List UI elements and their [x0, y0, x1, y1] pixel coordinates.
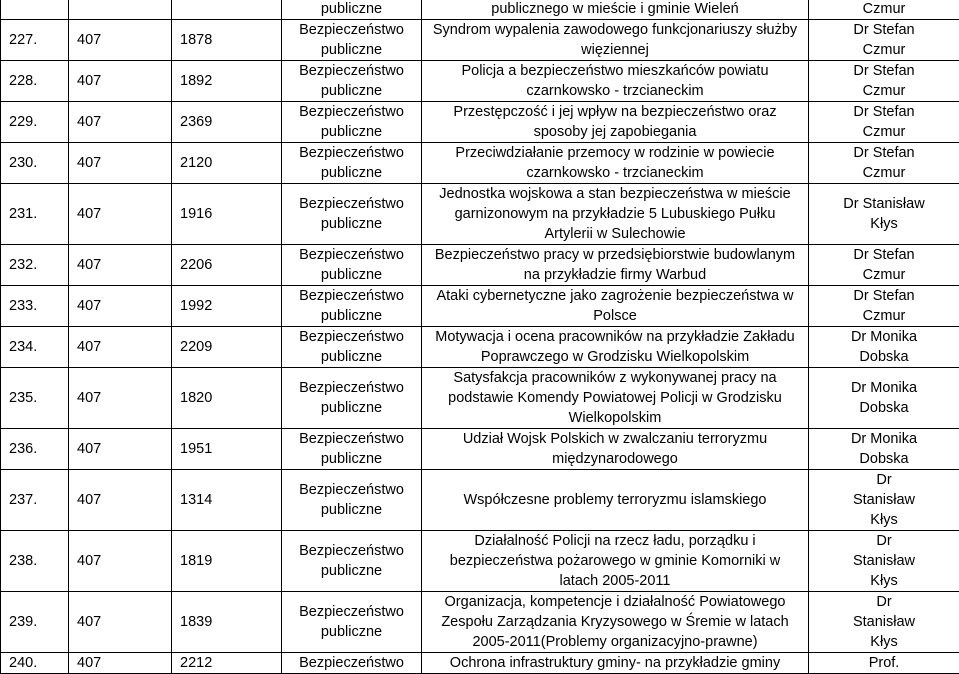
thesis-title-line: publicznego w mieście i gminie Wieleń — [425, 0, 805, 19]
thesis-title-line: Wielkopolskim — [425, 408, 805, 428]
study-area-line: publiczne — [285, 40, 418, 60]
row-number-cell: 237. — [1, 470, 69, 531]
table-row — [1, 143, 959, 184]
row-number-cell: 235. — [1, 368, 69, 429]
record-id-cell: 1314 — [172, 470, 282, 531]
row-number-cell: 227. — [1, 20, 69, 61]
supervisor-name-line: Dr Stefan — [812, 102, 956, 122]
study-area-line: Bezpieczeństwo — [285, 143, 418, 163]
supervisor-name-cell — [809, 20, 959, 61]
supervisor-name-line: Dr Stefan — [812, 20, 956, 40]
supervisor-name-cell — [809, 0, 959, 20]
record-id-cell: 1892 — [172, 61, 282, 102]
field-code-cell: 407 — [69, 143, 172, 184]
supervisor-name-cell — [809, 327, 959, 368]
table-row — [1, 102, 959, 143]
study-area-line: Bezpieczeństwo — [285, 61, 418, 81]
study-area-line: publiczne — [285, 500, 418, 520]
thesis-title-line: Polsce — [425, 306, 805, 326]
field-code-cell: 407 — [69, 245, 172, 286]
field-code-cell: 407 — [69, 592, 172, 653]
study-area-cell — [282, 286, 422, 327]
supervisor-name-cell — [809, 61, 959, 102]
thesis-title-cell — [422, 245, 809, 286]
field-code-cell: 407 — [69, 470, 172, 531]
study-area-cell — [282, 531, 422, 592]
record-id-cell: 2369 — [172, 102, 282, 143]
supervisor-name-line: Kłys — [812, 632, 956, 652]
supervisor-name-line: Czmur — [812, 81, 956, 101]
record-id-cell — [172, 0, 282, 20]
study-area-line: publiczne — [285, 122, 418, 142]
thesis-title-cell — [422, 429, 809, 470]
supervisor-name-cell — [809, 653, 959, 674]
record-id-cell: 2206 — [172, 245, 282, 286]
thesis-title-line: Przeciwdziałanie przemocy w rodzinie w powiecie — [425, 143, 805, 163]
supervisor-name-line: Czmur — [812, 0, 956, 19]
thesis-title-cell — [422, 184, 809, 245]
supervisor-name-cell — [809, 102, 959, 143]
thesis-title-cell — [422, 368, 809, 429]
supervisor-name-cell — [809, 286, 959, 327]
thesis-title-cell — [422, 102, 809, 143]
study-area-cell — [282, 368, 422, 429]
row-number-cell: 228. — [1, 61, 69, 102]
supervisor-name-line: Dr Monika — [812, 327, 956, 347]
study-area-line: publiczne — [285, 81, 418, 101]
study-area-line: Bezpieczeństwo — [285, 602, 418, 622]
thesis-title-line: Poprawczego w Grodzisku Wielkopolskim — [425, 347, 805, 367]
supervisor-name-line: Dr Stefan — [812, 61, 956, 81]
thesis-title-line: Działalność Policji na rzecz ładu, porządku i — [425, 531, 805, 551]
study-area-cell — [282, 592, 422, 653]
thesis-title-line: Organizacja, kompetencje i działalność Powiatowego — [425, 592, 805, 612]
thesis-title-line: garnizonowym na przykładzie 5 Lubuskiego Pułku — [425, 204, 805, 224]
field-code-cell: 407 — [69, 653, 172, 674]
thesis-title-cell — [422, 470, 809, 531]
thesis-title-cell — [422, 531, 809, 592]
thesis-title-line: Jednostka wojskowa a stan bezpieczeństwa w mieście — [425, 184, 805, 204]
record-id-cell: 2212 — [172, 653, 282, 674]
study-area-line: Bezpieczeństwo — [285, 286, 418, 306]
supervisor-name-line: Kłys — [812, 571, 956, 591]
table-row — [1, 429, 959, 470]
study-area-line: publiczne — [285, 561, 418, 581]
supervisor-name-line: Czmur — [812, 40, 956, 60]
study-area-line: publiczne — [285, 622, 418, 642]
supervisor-name-line: Dr Monika — [812, 378, 956, 398]
supervisor-name-line: Dobska — [812, 398, 956, 418]
study-area-line: publiczne — [285, 449, 418, 469]
thesis-title-line: czarnkowsko - trzcianeckim — [425, 163, 805, 183]
supervisor-name-line: Dr Stanisław — [812, 194, 956, 214]
field-code-cell: 407 — [69, 286, 172, 327]
thesis-title-line: Motywacja i ocena pracowników na przykładzie Zakładu — [425, 327, 805, 347]
record-id-cell: 1951 — [172, 429, 282, 470]
thesis-title-line: Współczesne problemy terroryzmu islamskiego — [425, 490, 805, 510]
record-id-cell: 1916 — [172, 184, 282, 245]
supervisor-name-line: Stanisław — [812, 612, 956, 632]
thesis-title-line: Policja a bezpieczeństwo mieszkańców powiatu — [425, 61, 805, 81]
row-number-cell: 230. — [1, 143, 69, 184]
thesis-title-cell — [422, 61, 809, 102]
row-number-cell: 238. — [1, 531, 69, 592]
thesis-title-line: Udział Wojsk Polskich w zwalczaniu terroryzmu — [425, 429, 805, 449]
row-number-cell: 231. — [1, 184, 69, 245]
study-area-line: publiczne — [285, 306, 418, 326]
study-area-cell — [282, 470, 422, 531]
study-area-line: Bezpieczeństwo — [285, 194, 418, 214]
thesis-title-cell — [422, 20, 809, 61]
supervisor-name-line: Dr — [812, 470, 956, 490]
supervisor-name-line: Czmur — [812, 306, 956, 326]
supervisor-name-cell — [809, 470, 959, 531]
field-code-cell: 407 — [69, 61, 172, 102]
thesis-title-line: Bezpieczeństwo pracy w przedsiębiorstwie budowlanym — [425, 245, 805, 265]
study-area-line: Bezpieczeństwo — [285, 378, 418, 398]
thesis-title-line: Satysfakcja pracowników z wykonywanej pracy na — [425, 368, 805, 388]
thesis-title-line: Przestępczość i jej wpływ na bezpieczeństwo oraz — [425, 102, 805, 122]
row-number-cell — [1, 0, 69, 20]
study-area-cell — [282, 20, 422, 61]
study-area-line: publiczne — [285, 347, 418, 367]
supervisor-name-cell — [809, 368, 959, 429]
thesis-title-line: czarnkowsko - trzcianeckim — [425, 81, 805, 101]
study-area-line: Bezpieczeństwo — [285, 429, 418, 449]
supervisor-name-line: Czmur — [812, 122, 956, 142]
supervisor-name-line: Dr Monika — [812, 429, 956, 449]
study-area-line: Bezpieczeństwo — [285, 480, 418, 500]
table-row — [1, 286, 959, 327]
study-area-line: Bezpieczeństwo — [285, 541, 418, 561]
supervisor-name-line: Prof. — [812, 653, 956, 673]
table-row — [1, 327, 959, 368]
row-number-cell: 232. — [1, 245, 69, 286]
field-code-cell — [69, 0, 172, 20]
supervisor-name-line: Kłys — [812, 214, 956, 234]
record-id-cell: 2120 — [172, 143, 282, 184]
study-area-cell — [282, 245, 422, 286]
study-area-line: publiczne — [285, 265, 418, 285]
thesis-title-cell — [422, 327, 809, 368]
table-row — [1, 653, 959, 674]
table-row — [1, 368, 959, 429]
table-row — [1, 592, 959, 653]
thesis-title-cell — [422, 653, 809, 674]
supervisor-name-line: Dr Stefan — [812, 245, 956, 265]
thesis-title-cell — [422, 0, 809, 20]
field-code-cell: 407 — [69, 429, 172, 470]
record-id-cell: 2209 — [172, 327, 282, 368]
thesis-title-line: sposoby jej zapobiegania — [425, 122, 805, 142]
thesis-title-line: Zespołu Zarządzania Kryzysowego w Śremie w latach — [425, 612, 805, 632]
study-area-line: publiczne — [285, 0, 418, 19]
supervisor-name-cell — [809, 429, 959, 470]
supervisor-name-line: Dr — [812, 531, 956, 551]
supervisor-name-cell — [809, 592, 959, 653]
study-area-line: Bezpieczeństwo — [285, 327, 418, 347]
thesis-title-line: podstawie Komendy Powiatowej Policji w Grodzisku — [425, 388, 805, 408]
table-row — [1, 61, 959, 102]
study-area-line: publiczne — [285, 398, 418, 418]
record-id-cell: 1819 — [172, 531, 282, 592]
thesis-title-line: Syndrom wypalenia zawodowego funkcjonariuszy służby — [425, 20, 805, 40]
row-number-cell: 234. — [1, 327, 69, 368]
field-code-cell: 407 — [69, 327, 172, 368]
thesis-title-cell — [422, 592, 809, 653]
table-body — [1, 0, 959, 674]
study-area-cell — [282, 184, 422, 245]
supervisor-name-line: Kłys — [812, 510, 956, 530]
field-code-cell: 407 — [69, 184, 172, 245]
field-code-cell: 407 — [69, 20, 172, 61]
supervisor-name-cell — [809, 143, 959, 184]
supervisor-name-line: Dr Stefan — [812, 286, 956, 306]
table-row — [1, 470, 959, 531]
supervisor-name-line: Stanisław — [812, 551, 956, 571]
thesis-title-cell — [422, 143, 809, 184]
supervisor-name-cell — [809, 245, 959, 286]
supervisor-name-line: Dobska — [812, 347, 956, 367]
supervisor-name-line: Dobska — [812, 449, 956, 469]
table-row — [1, 0, 959, 20]
study-area-line: Bezpieczeństwo — [285, 20, 418, 40]
study-area-cell — [282, 102, 422, 143]
thesis-title-line: międzynarodowego — [425, 449, 805, 469]
supervisor-name-line: Stanisław — [812, 490, 956, 510]
row-number-cell: 239. — [1, 592, 69, 653]
row-number-cell: 233. — [1, 286, 69, 327]
thesis-title-line: Ochrona infrastruktury gminy- na przykładzie gminy — [425, 653, 805, 673]
table-row — [1, 531, 959, 592]
study-area-cell — [282, 143, 422, 184]
field-code-cell: 407 — [69, 531, 172, 592]
study-area-line: Bezpieczeństwo — [285, 245, 418, 265]
study-area-cell — [282, 653, 422, 674]
study-area-cell — [282, 61, 422, 102]
supervisor-name-line: Czmur — [812, 265, 956, 285]
record-id-cell: 1878 — [172, 20, 282, 61]
row-number-cell: 236. — [1, 429, 69, 470]
thesis-title-cell — [422, 286, 809, 327]
study-area-cell — [282, 429, 422, 470]
table-row — [1, 184, 959, 245]
supervisor-name-line: Dr Stefan — [812, 143, 956, 163]
supervisor-name-line: Czmur — [812, 163, 956, 183]
study-area-cell — [282, 327, 422, 368]
supervisor-name-line: Dr — [812, 592, 956, 612]
thesis-title-line: więziennej — [425, 40, 805, 60]
thesis-title-line: Ataki cybernetyczne jako zagrożenie bezpieczeństwa w — [425, 286, 805, 306]
record-id-cell: 1839 — [172, 592, 282, 653]
thesis-title-line: Artylerii w Sulechowie — [425, 224, 805, 244]
record-id-cell: 1820 — [172, 368, 282, 429]
field-code-cell: 407 — [69, 368, 172, 429]
table-row — [1, 245, 959, 286]
table-row — [1, 20, 959, 61]
study-area-line: publiczne — [285, 163, 418, 183]
study-area-cell — [282, 0, 422, 20]
study-area-line: Bezpieczeństwo — [285, 102, 418, 122]
row-number-cell: 240. — [1, 653, 69, 674]
record-id-cell: 1992 — [172, 286, 282, 327]
thesis-title-line: na przykładzie firmy Warbud — [425, 265, 805, 285]
supervisor-name-cell — [809, 531, 959, 592]
row-number-cell: 229. — [1, 102, 69, 143]
thesis-title-line: bezpieczeństwa pożarowego w gminie Komorniki w — [425, 551, 805, 571]
field-code-cell: 407 — [69, 102, 172, 143]
study-area-line: publiczne — [285, 214, 418, 234]
study-area-line: Bezpieczeństwo — [285, 653, 418, 673]
supervisor-name-cell — [809, 184, 959, 245]
thesis-title-line: 2005-2011(Problemy organizacyjno-prawne) — [425, 632, 805, 652]
thesis-title-line: latach 2005-2011 — [425, 571, 805, 591]
